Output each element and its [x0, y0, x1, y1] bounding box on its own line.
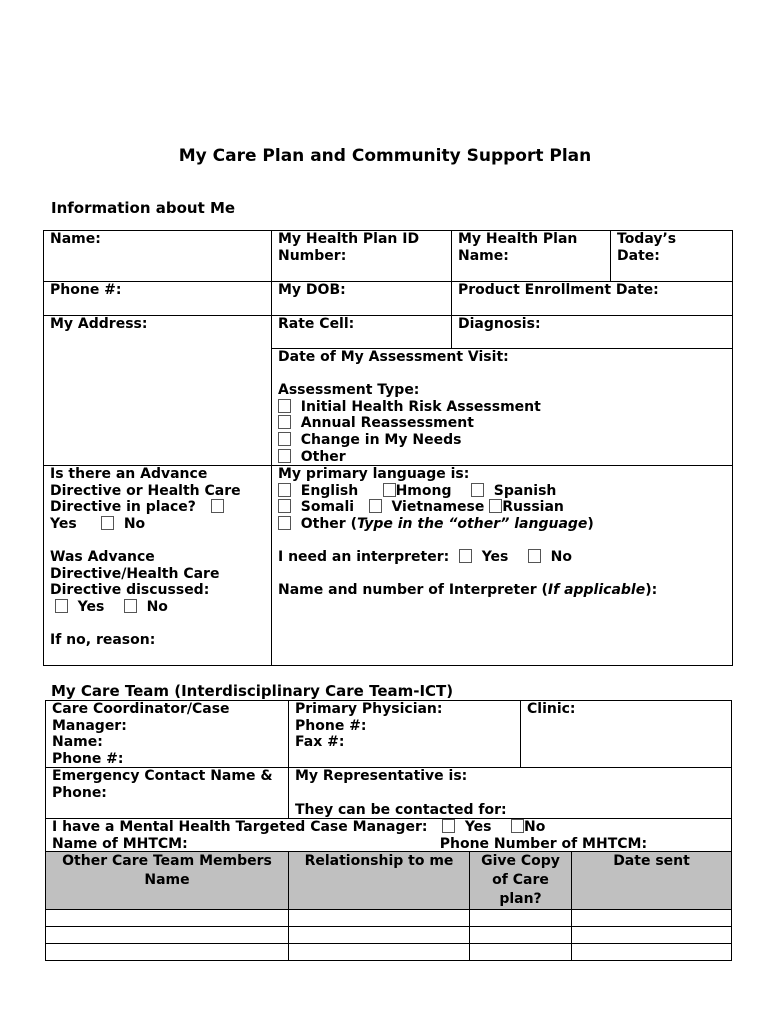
- representative-label: My Representative is:: [295, 768, 468, 785]
- checkbox-spanish[interactable]: [471, 483, 484, 497]
- copy-cell[interactable]: [470, 927, 572, 944]
- option-annual: Annual Reassessment: [300, 415, 474, 432]
- option-initial: Initial Health Risk Assessment: [300, 398, 541, 415]
- header-copy: [470, 852, 572, 910]
- lang-other-b: ): [587, 515, 594, 532]
- assessment-date-label: Date of My Assessment Visit:: [278, 349, 509, 365]
- checkbox-vietnamese[interactable]: [369, 499, 382, 513]
- physician-3: Fax #:: [295, 734, 345, 751]
- clinic-cell[interactable]: [521, 701, 732, 768]
- diagnosis-cell[interactable]: [452, 316, 733, 349]
- representative-cell[interactable]: [289, 768, 732, 819]
- relationship-cell[interactable]: [289, 910, 470, 927]
- rate-cell-label: Rate Cell:: [278, 316, 355, 332]
- dob-label: My DOB:: [278, 282, 346, 298]
- assessment-type-label: Assessment Type:: [278, 382, 420, 399]
- member-name-cell[interactable]: [46, 927, 289, 944]
- discussed-yes-label: Yes: [77, 598, 105, 615]
- header-copy-1: Give Copy: [481, 853, 560, 869]
- checkbox-hmong[interactable]: [383, 483, 396, 497]
- advance-q-3: Directive in place?: [50, 499, 196, 516]
- checkbox-russian[interactable]: [489, 499, 502, 513]
- lang-russian: Russian: [502, 499, 564, 516]
- checkbox-annual[interactable]: [278, 415, 291, 429]
- mhtcm-yes-label: Yes: [464, 819, 492, 836]
- header-relationship-label: Relationship to me: [304, 853, 454, 869]
- plan-id-label-2: Number:: [278, 247, 347, 264]
- enrollment-label: Product Enrollment Date:: [458, 282, 659, 298]
- today-label-2: Date:: [617, 247, 660, 264]
- coordinator-cell[interactable]: [46, 701, 289, 768]
- phone-label: Phone #:: [50, 282, 122, 298]
- header-members: [46, 852, 289, 910]
- checkbox-somali[interactable]: [278, 499, 291, 513]
- discussed-2: Directive/Health Care: [50, 565, 220, 582]
- interp-name-a: Name and number of Interpreter (: [278, 582, 548, 599]
- interp-name-b: ):: [645, 582, 658, 599]
- today-label-1: Today’s: [617, 231, 677, 247]
- plan-id-cell[interactable]: [272, 231, 452, 282]
- plan-name-label-1: My Health Plan: [458, 231, 578, 247]
- checkbox-english[interactable]: [278, 483, 291, 497]
- date-cell[interactable]: [572, 927, 732, 944]
- section-heading-care-team: My Care Team (Interdisciplinary Care Team-ICT): [51, 682, 454, 700]
- checkbox-discussed-no[interactable]: [124, 599, 137, 613]
- members-table: [45, 851, 732, 961]
- advance-directive-cell: [44, 466, 272, 666]
- header-date: [572, 852, 732, 910]
- info-table: [43, 230, 733, 666]
- contacted-for-label: They can be contacted for:: [295, 801, 507, 818]
- plan-id-label-1: My Health Plan ID: [278, 231, 420, 247]
- advance-q-1: Is there an Advance: [50, 466, 208, 483]
- address-cell[interactable]: [44, 316, 272, 466]
- enrollment-cell[interactable]: [452, 282, 733, 316]
- header-relationship: [289, 852, 470, 910]
- language-cell: [272, 466, 733, 666]
- checkbox-change[interactable]: [278, 432, 291, 446]
- today-date-cell[interactable]: [611, 231, 733, 282]
- date-cell[interactable]: [572, 944, 732, 961]
- checkbox-discussed-yes[interactable]: [55, 599, 68, 613]
- option-change: Change in My Needs: [300, 431, 462, 448]
- checkbox-interpreter-yes[interactable]: [459, 549, 472, 563]
- rate-cell-cell[interactable]: [272, 316, 452, 349]
- physician-cell[interactable]: [289, 701, 521, 768]
- table-row: [46, 944, 732, 961]
- care-team-table: [45, 700, 732, 853]
- interp-name-italic: If applicable: [547, 582, 646, 599]
- checkbox-interpreter-no[interactable]: [528, 549, 541, 563]
- dob-cell[interactable]: [272, 282, 452, 316]
- discussed-no-label: No: [146, 598, 168, 615]
- coordinator-2: Manager:: [52, 717, 127, 734]
- header-date-label: Date sent: [613, 853, 690, 869]
- header-members-2: Name: [144, 872, 190, 888]
- emergency-1: Emergency Contact Name &: [52, 768, 273, 785]
- discussed-1: Was Advance: [50, 549, 155, 566]
- assessment-cell[interactable]: [272, 349, 733, 466]
- mhtcm-cell[interactable]: [46, 819, 732, 853]
- checkbox-initial[interactable]: [278, 399, 291, 413]
- emergency-cell[interactable]: [46, 768, 289, 819]
- lang-other-italic: Type in the “other” language: [356, 515, 588, 532]
- copy-cell[interactable]: [470, 910, 572, 927]
- advance-q-2: Directive or Health Care: [50, 482, 241, 499]
- member-name-cell[interactable]: [46, 910, 289, 927]
- name-label: Name:: [50, 231, 101, 247]
- mhtcm-name-label: Name of MHTCM:: [52, 835, 188, 852]
- advance-yes-label: Yes: [50, 515, 77, 532]
- plan-name-label-2: Name:: [458, 247, 509, 264]
- clinic-label: Clinic:: [527, 701, 576, 717]
- lang-spanish: Spanish: [493, 482, 557, 499]
- copy-cell[interactable]: [470, 944, 572, 961]
- header-members-1: Other Care Team Members: [62, 853, 272, 869]
- lang-english: English: [300, 482, 359, 499]
- lang-hmong: Hmong: [395, 482, 452, 499]
- checkbox-other-assessment[interactable]: [278, 449, 291, 463]
- mhtcm-no-label: No: [524, 819, 546, 836]
- checkbox-advance-yes[interactable]: [211, 499, 224, 513]
- diagnosis-label: Diagnosis:: [458, 316, 541, 332]
- emergency-2: Phone:: [52, 784, 107, 801]
- mhtcm-question: I have a Mental Health Targeted Case Manager:: [52, 819, 428, 836]
- address-label: My Address:: [50, 316, 148, 332]
- phone-cell[interactable]: [44, 282, 272, 316]
- language-label: My primary language is:: [278, 466, 470, 483]
- checkbox-other-language[interactable]: [278, 516, 291, 530]
- interpreter-label: I need an interpreter:: [278, 549, 450, 566]
- advance-no-label: No: [123, 515, 146, 532]
- header-copy-3: plan?: [499, 891, 542, 907]
- interpreter-yes-label: Yes: [481, 549, 509, 566]
- mhtcm-phone-label: Phone Number of MHTCM:: [439, 835, 648, 852]
- page-title: My Care Plan and Community Support Plan: [178, 146, 592, 166]
- plan-name-cell[interactable]: [452, 231, 611, 282]
- date-cell[interactable]: [572, 910, 732, 927]
- relationship-cell[interactable]: [289, 944, 470, 961]
- if-no-reason-label: If no, reason:: [50, 632, 156, 649]
- discussed-3: Directive discussed:: [50, 582, 210, 599]
- table-row: [46, 910, 732, 927]
- lang-somali: Somali: [300, 499, 355, 516]
- section-heading-info: Information about Me: [51, 199, 236, 217]
- coordinator-3: Name:: [52, 734, 103, 751]
- interpreter-no-label: No: [550, 549, 572, 566]
- lang-other-a: Other (: [300, 515, 357, 532]
- header-copy-2: of Care: [492, 872, 549, 888]
- table-row: [46, 927, 732, 944]
- physician-2: Phone #:: [295, 717, 367, 734]
- coordinator-1: Care Coordinator/Case: [52, 701, 230, 717]
- member-name-cell[interactable]: [46, 944, 289, 961]
- checkbox-mhtcm-no[interactable]: [511, 819, 524, 833]
- checkbox-advance-no[interactable]: [101, 516, 114, 530]
- name-cell[interactable]: [44, 231, 272, 282]
- checkbox-mhtcm-yes[interactable]: [442, 819, 455, 833]
- coordinator-4: Phone #:: [52, 750, 124, 767]
- physician-1: Primary Physician:: [295, 701, 443, 717]
- option-other: Other: [300, 448, 346, 465]
- lang-vietnamese: Vietnamese: [391, 499, 485, 516]
- relationship-cell[interactable]: [289, 927, 470, 944]
